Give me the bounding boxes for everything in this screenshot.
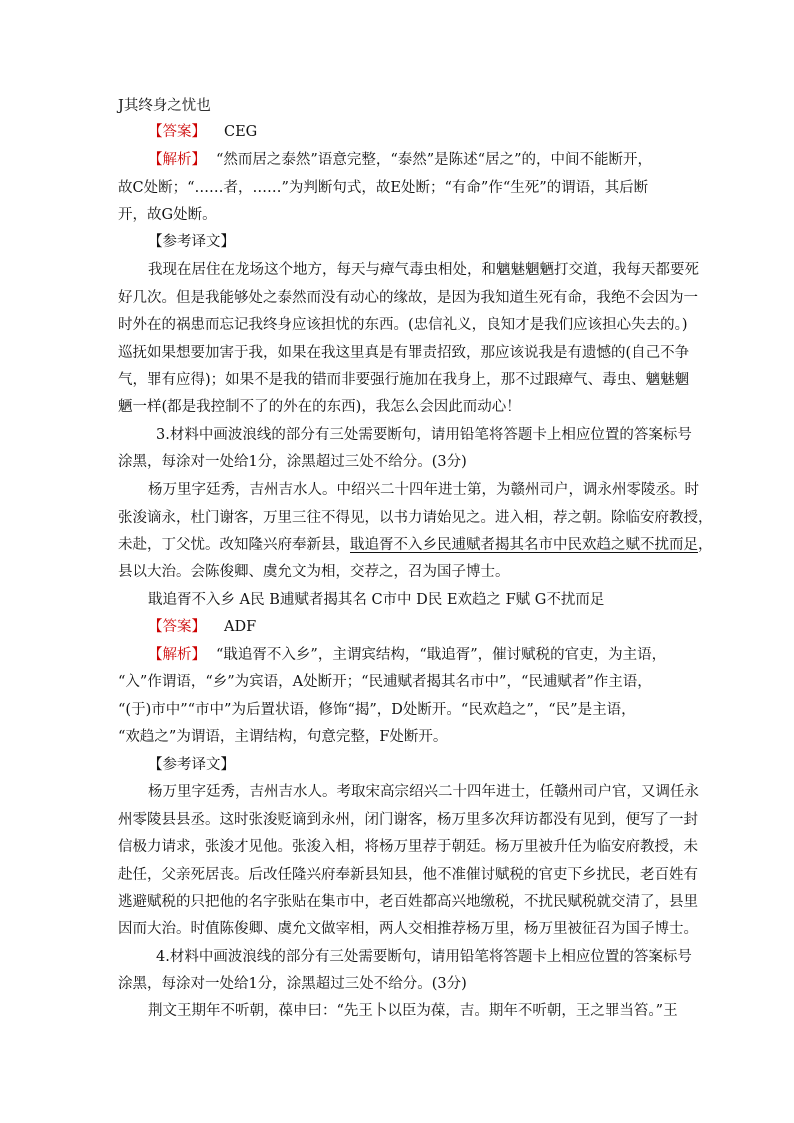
q4-instruction-line-1: 4.材料中画波浪线的部分有三处需要断句，请用铅笔将答题卡上相应位置的答案标号 xyxy=(156,949,692,965)
q2-analysis-line-1 xyxy=(148,150,652,170)
q3-passage-line-3 xyxy=(118,535,713,555)
q3-analysis-line-3: “(于)市中”“市中”为后置状语，修饰“揭”，D处断开。“民欢趋之”，“民”是主语， xyxy=(118,702,636,718)
q3-passage-line-1: 杨万里字廷秀，吉州吉水人。中绍兴二十四年进士第，为赣州司户，调永州零陵丞。时 xyxy=(148,482,699,498)
q3-instruction-line-1: 3.材料中画波浪线的部分有三处需要断句，请用铅笔将答题卡上相应位置的答案标号 xyxy=(156,427,692,443)
q3-analysis-line-2: “入”作谓语，“乡”为宾语，A处断开；“民逋赋者揭其名市中”，“民逋赋者”作主语， xyxy=(118,674,652,690)
q4-passage-line-1: 荆文王期年不听朝，葆申曰：“先王卜以臣为葆，吉。期年不听朝，王之罪当笞。”王 xyxy=(148,1003,678,1019)
q3-answer-line xyxy=(148,617,256,637)
q3-answer: ADF xyxy=(224,619,257,635)
analysis-tag: 【解析】 xyxy=(148,647,206,663)
q2-translation-line-2: 好几次。但是我能够处之泰然而没有动心的缘故，是因为我知道生死有命，我绝不会因为一 xyxy=(118,290,698,306)
q3-passage-line-4: 县以大治。会陈俊卿、虞允文为相，交荐之，召为国子博士。 xyxy=(118,564,510,580)
q3-instruction-line-2: 涂黑，每涂对一处给1分，涂黑超过三处不给分。(3分) xyxy=(118,454,467,470)
q3-analysis-line-1 xyxy=(148,645,666,665)
q3-translation-line-6: 因而大治。时值陈俊卿、虞允文做宰相，两人交相推荐杨万里，杨万里被征召为国子博士。 xyxy=(118,921,698,937)
q3-analysis-text-1: “戢追胥不入乡”，主谓宾结构，“戢追胥”，催讨赋税的官吏，为主语， xyxy=(216,647,667,663)
q2-answer-line xyxy=(148,122,257,142)
q2-analysis-line-3: 开，故G处断。 xyxy=(118,207,217,223)
q3-wavy-passage: 戢追胥不入乡民逋赋者揭其名市中民欢趋之赋不扰而足 xyxy=(350,537,698,553)
q2-analysis-line-2: 故C处断；“……者，……”为判断句式，故E处断；“有命”作“生死”的谓语，其后断 xyxy=(118,180,649,196)
q3-translation-line-4: 赴任，父亲死居丧。后改任隆兴府奉新县知县，他不准催讨赋税的官吏下乡扰民，老百姓有 xyxy=(118,867,698,883)
q3-options: 戢追胥不入乡 A民 B逋赋者揭其名 C市中 D民 E欢趋之 F赋 G不扰而足 xyxy=(148,592,605,608)
q3-translation-line-2: 州零陵县县丞。这时张浚贬谪到永州，闭门谢客，杨万里多次拜访都没有见到，便写了一封 xyxy=(118,812,698,828)
q3-passage-line-3-end: ， xyxy=(698,537,713,553)
q3-passage-line-2: 张浚谪永，杜门谢客，万里三往不得见，以书力请始见之。进入相，荐之朝。除临安府教授， xyxy=(118,510,713,526)
q4-instruction-line-2: 涂黑，每涂对一处给1分，涂黑超过三处不给分。(3分) xyxy=(118,976,467,992)
q2-analysis-text-1: “然而居之泰然”语意完整，“泰然”是陈述“居之”的，中间不能断开， xyxy=(216,152,652,168)
q2-answer: CEG xyxy=(224,124,258,140)
q2-translation-heading: 【参考译文】 xyxy=(148,234,235,250)
q3-translation-heading: 【参考译文】 xyxy=(148,757,235,773)
q3-translation-line-1: 杨万里字廷秀，吉州吉水人。考取宋高宗绍兴二十四年进士，任赣州司户官，又调任永 xyxy=(148,784,699,800)
q2-translation-line-1: 我现在居住在龙场这个地方，每天与瘴气毒虫相处，和魑魅魍魉打交道，我每天都要死 xyxy=(148,262,699,278)
answer-tag: 【答案】 xyxy=(148,619,206,635)
q3-translation-line-3: 信极力请求，张浚才见他。张浚入相，将杨万里荐于朝廷。杨万里被升任为临安府教授，未 xyxy=(118,839,698,855)
answer-tag: 【答案】 xyxy=(148,124,206,140)
q2-translation-line-3: 时外在的祸患而忘记我终身应该担忧的东西。(忠信礼义，良知才是我们应该担心失去的。) xyxy=(118,317,688,333)
q2-translation-line-4: 巡抚如果想要加害于我，如果在我这里真是有罪责招致，那应该说我是有遗憾的(自己不争 xyxy=(118,345,690,361)
q3-analysis-line-4: “欢趋之”为谓语，主谓结构，句意完整，F处断开。 xyxy=(118,729,448,745)
q3-passage-line-3-start: 未赴，丁父忧。改知隆兴府奉新县， xyxy=(118,537,350,553)
q2-translation-line-6: 魉一样(都是我控制不了的外在的东西)，我怎么会因此而动心！ xyxy=(118,399,521,415)
q3-translation-line-5: 逃避赋税的只把他的名字张贴在集市中，老百姓都高兴地缴税，不扰民赋税就交清了，县里 xyxy=(118,894,698,910)
q2-translation-line-5: 气，罪有应得)；如果不是我的错而非要强行施加在我身上，那不过跟瘴气、毒虫、魑魅魍 xyxy=(118,372,690,388)
q2-passage-tail: J其终身之忧也 xyxy=(118,98,211,114)
analysis-tag: 【解析】 xyxy=(148,152,206,168)
